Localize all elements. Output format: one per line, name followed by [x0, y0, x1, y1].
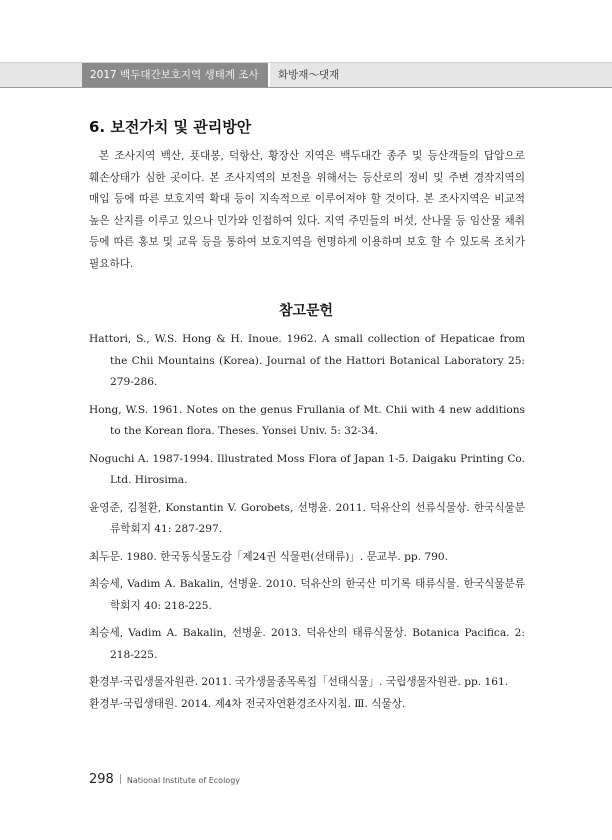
- section-heading: 6. 보전가치 및 관리방안: [89, 118, 252, 136]
- reference-list: [89, 329, 525, 721]
- reference-item: 최승세, Vadim A. Bakalin, 선병윤. 2013. 덕유산의 태류식물상. Botanica Pacifica. 2: 218-225.: [89, 627, 525, 661]
- reference-item: 환경부·국립생물자원관. 2011. 국가생물종목록집「선태식물」. 국립생물자원관. pp. 161.: [89, 676, 509, 688]
- reference-item: 최승세, Vadim A. Bakalin, 선병윤. 2010. 덕유산의 한국산 미기록 태류식물. 한국식물분류학회지 40: 218-225.: [89, 578, 525, 612]
- page-number: 298: [89, 772, 114, 787]
- reference-item: 환경부·국립생태원. 2014. 제4차 전국자연환경조사지침. Ⅲ. 식물상.: [89, 697, 406, 710]
- footer-institution: National Institute of Ecology: [126, 776, 241, 785]
- running-header: [0, 62, 612, 88]
- reference-item: Hong, W.S. 1961. Notes on the genus Frullania of Mt. Chii with 4 new additions to the Korean flora. Theses. Yonsei Univ. 5: 32-34.: [89, 403, 525, 437]
- reference-item: Hattori, S., W.S. Hong & H. Inoue. 1962. A small collection of Hepaticae from the Chii Mountains (Korea). Journal of the Hattori Botanical Laboratory 25: 279-286.: [89, 333, 525, 388]
- references-heading: 참고문헌: [278, 303, 334, 319]
- page-footer: [89, 768, 240, 787]
- running-header-title: 2017 백두대간보호지역 생태계 조사: [90, 69, 259, 81]
- reference-item: 윤영준, 김철환, Konstantin V. Gorobets, 선병윤. 2011. 덕유산의 선류식물상. 한국식물분류학회지 41: 287-297.: [89, 501, 525, 535]
- section-body: 본 조사지역 백산, 푯대봉, 덕항산, 황장산 지역은 백두대간 종주 및 등산객들의 답압으로 훼손상태가 심한 곳이다. 본 조사지역의 보전을 위해서는 등산로의 정비 및 주변 경작지역의 매입 등에 따른 보호지역 확대 등이 지속적으로 이루어져야 할 것이다. 본 조사지역은 비교적 높은 산지를 이루고 있으나 민가와 인접하여 있다. 지역 주민들의 버섯, 산나물 등 임산물 채취 등에 따른 홍보 및 교육 등을 통하여 보호지역을 현명하게 이용하며 보호 할 수 있도록 조치가 필요하다.: [89, 150, 525, 270]
- reference-item: Noguchi A. 1987-1994. Illustrated Moss Flora of Japan 1-5. Daigaku Printing Co. Ltd. Hirosima.: [89, 452, 525, 486]
- footer-divider: [120, 774, 121, 784]
- running-header-subtitle: 화방재～댓재: [278, 69, 340, 81]
- reference-item: 최두문. 1980. 한국동식물도감「제24권 식물편(선태류)」. 문교부. pp. 790.: [89, 550, 448, 563]
